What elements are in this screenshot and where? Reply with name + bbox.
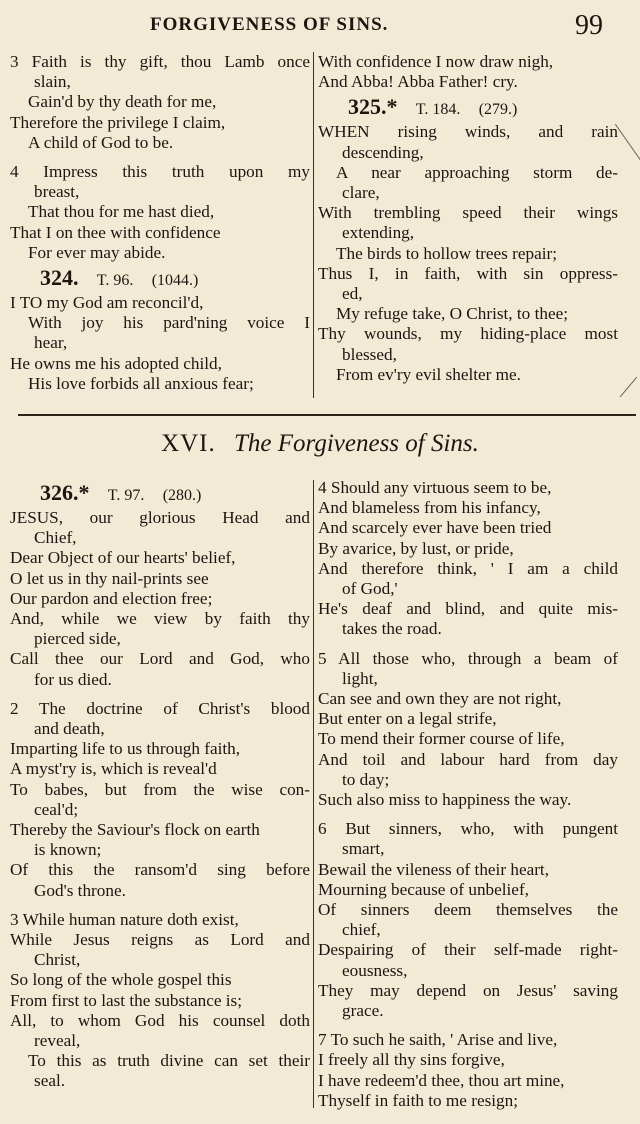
verse-line: smart, bbox=[342, 839, 385, 859]
verse-line: pierced side, bbox=[34, 629, 121, 649]
verse-line: And blameless from his infancy, bbox=[318, 498, 541, 518]
verse-line: Of sinners deem themselves the bbox=[318, 900, 618, 920]
verse-line: I freely all thy sins forgive, bbox=[318, 1050, 505, 1070]
verse-line: descending, bbox=[342, 142, 424, 162]
verse-line: Dear Object of our hearts' belief, bbox=[10, 548, 236, 568]
section-number: XVI. bbox=[161, 430, 216, 457]
hymn-323-continuation bbox=[10, 52, 310, 263]
verse-line: takes the road. bbox=[342, 619, 442, 639]
verse-line: Bewail the vileness of their heart, bbox=[318, 859, 549, 879]
verse-line: With trembling speed their wings bbox=[318, 203, 618, 223]
verse-line: 5 All those who, through a beam of bbox=[318, 648, 618, 668]
verse-line: From ev'ry evil shelter me. bbox=[336, 364, 521, 384]
upper-column-divider bbox=[313, 52, 314, 398]
verse-line: They may depend on Jesus' saving bbox=[318, 980, 618, 1000]
verse-line: 6 But sinners, who, with pungent bbox=[318, 819, 618, 839]
hymn-326-verses-4-7 bbox=[318, 478, 618, 1111]
hymn-tune: T. 96. bbox=[96, 272, 134, 290]
verse-line: blessed, bbox=[342, 344, 397, 364]
hymn-326-heading bbox=[10, 478, 310, 508]
hymn-325-text bbox=[318, 122, 618, 385]
verse-line: eousness, bbox=[342, 960, 408, 980]
hymn-324-heading bbox=[10, 263, 310, 293]
verse-line: light, bbox=[342, 668, 378, 688]
verse-line: With joy his pard'ning voice I bbox=[28, 313, 310, 333]
verse-line: From first to last the substance is; bbox=[10, 990, 243, 1010]
verse-line: Imparting life to us through faith, bbox=[10, 739, 241, 759]
verse-line: seal. bbox=[34, 1071, 66, 1091]
verse-line: To mend their former course of life, bbox=[318, 729, 565, 749]
stanza-gap bbox=[10, 153, 310, 162]
upper-right-column bbox=[318, 52, 618, 385]
verse-line: reveal, bbox=[34, 1031, 81, 1051]
verse-line: clare, bbox=[342, 183, 380, 203]
verse-line: And therefore think, ' I am a child bbox=[318, 558, 618, 578]
running-header bbox=[0, 10, 640, 44]
hymn-324-text bbox=[10, 293, 310, 394]
hymn-tune: T. 184. bbox=[415, 101, 461, 119]
lower-right-column bbox=[318, 478, 618, 1111]
verse-line: He's deaf and blind, and quite mis- bbox=[318, 599, 618, 619]
verse-line: God's throne. bbox=[34, 880, 126, 900]
verse-line: To this as truth divine can set their bbox=[28, 1051, 310, 1071]
verse-line: 2 The doctrine of Christ's blood bbox=[10, 698, 310, 718]
verse-line: slain, bbox=[34, 72, 71, 92]
hymn-number: 324. bbox=[40, 265, 79, 291]
verse-line: 4 Impress this truth upon my bbox=[10, 162, 310, 182]
hymn-325-heading bbox=[318, 92, 618, 122]
verse-line: ceal'd; bbox=[34, 799, 79, 819]
verse-line: Gain'd by thy death for me, bbox=[28, 92, 217, 112]
verse-line: For ever may abide. bbox=[28, 242, 166, 262]
verse-line: I TO my God am reconcil'd, bbox=[10, 293, 204, 313]
verse-line: Of this the ransom'd sing before bbox=[10, 860, 310, 880]
hymn-reference: (1044.) bbox=[151, 272, 199, 290]
section-title: The Forgiveness of Sins. bbox=[234, 430, 479, 457]
verse-line: ed, bbox=[342, 284, 363, 304]
page-number: 99 bbox=[575, 10, 603, 41]
verse-line: Despairing of their self-made right- bbox=[318, 940, 618, 960]
hymn-reference: (279.) bbox=[478, 101, 518, 119]
verse-line: To babes, but from the wise con- bbox=[10, 779, 310, 799]
verse-line: chief, bbox=[342, 920, 381, 940]
verse-line: And, while we view by faith thy bbox=[10, 609, 310, 629]
pencil-mark bbox=[615, 124, 640, 162]
verse-line: And Abba! Abba Father! cry. bbox=[318, 72, 518, 92]
verse-line: The birds to hollow trees repair; bbox=[336, 243, 557, 263]
verse-line: Chief, bbox=[34, 528, 77, 548]
verse-line: Call thee our Lord and God, who bbox=[10, 649, 310, 669]
upper-left-column bbox=[10, 52, 310, 394]
verse-line: That I on thee with confidence bbox=[10, 222, 221, 242]
verse-line: Mourning because of unbelief, bbox=[318, 879, 529, 899]
verse-line: A myst'ry is, which is reveal'd bbox=[10, 759, 217, 779]
verse-line: And toil and labour hard from day bbox=[318, 749, 618, 769]
verse-line: to day; bbox=[342, 769, 390, 789]
verse-line: O let us in thy nail-prints see bbox=[10, 568, 209, 588]
verse-line: His love forbids all anxious fear; bbox=[28, 373, 254, 393]
verse-line: Such also miss to happiness the way. bbox=[318, 790, 572, 810]
section-heading bbox=[0, 430, 640, 470]
hymn-324-continuation bbox=[318, 52, 618, 92]
verse-line: By avarice, by lust, or pride, bbox=[318, 538, 514, 558]
lower-left-column bbox=[10, 478, 310, 1092]
verse-line: A child of God to be. bbox=[28, 132, 174, 152]
verse-line: And scarcely ever have been tried bbox=[318, 518, 552, 538]
hymn-326-text bbox=[10, 508, 310, 1092]
verse-line: I have redeem'd thee, thou art mine, bbox=[318, 1070, 565, 1090]
verse-line: Our pardon and election free; bbox=[10, 588, 213, 608]
verse-line: Thus I, in faith, with sin oppress- bbox=[318, 263, 618, 283]
verse-line: 4 Should any virtuous seem to be, bbox=[318, 478, 552, 497]
verse-line: extending, bbox=[342, 223, 415, 243]
verse-line: breast, bbox=[34, 182, 80, 202]
verse-line: With confidence I now draw nigh, bbox=[318, 52, 554, 71]
verse-line: 3 Faith is thy gift, thou Lamb once bbox=[10, 52, 310, 71]
verse-line: WHEN rising winds, and rain bbox=[318, 122, 618, 142]
verse-line: He owns me his adopted child, bbox=[10, 353, 222, 373]
section-rule bbox=[18, 414, 636, 416]
stanza-gap bbox=[318, 810, 618, 819]
verse-line: While Jesus reigns as Lord and bbox=[10, 930, 310, 950]
verse-line: for us died. bbox=[34, 669, 112, 689]
pencil-mark bbox=[620, 377, 637, 398]
verse-line: and death, bbox=[34, 719, 105, 739]
lower-column-divider bbox=[313, 480, 314, 1108]
running-title: FORGIVENESS OF SINS. bbox=[150, 14, 389, 35]
verse-line: My refuge take, O Christ, to thee; bbox=[336, 304, 568, 324]
hymn-number: 326.* bbox=[40, 480, 90, 505]
verse-line: So long of the whole gospel this bbox=[10, 970, 232, 990]
verse-line: Christ, bbox=[34, 950, 81, 970]
verse-line: But enter on a legal strife, bbox=[318, 709, 497, 729]
verse-line: All, to whom God his counsel doth bbox=[10, 1010, 310, 1030]
stanza-gap bbox=[318, 640, 618, 649]
stanza-gap bbox=[318, 1021, 618, 1030]
verse-line: Thereby the Saviour's flock on earth bbox=[10, 820, 260, 840]
stanza-gap bbox=[10, 690, 310, 699]
hymn-reference: (280.) bbox=[162, 487, 202, 504]
verse-line: Thyself in faith to me resign; bbox=[318, 1090, 518, 1110]
verse-line: 3 While human nature doth exist, bbox=[10, 909, 239, 929]
hymn-number: 325.* bbox=[348, 94, 398, 120]
verse-line: 7 To such he saith, ' Arise and live, bbox=[318, 1030, 558, 1050]
verse-line: That thou for me hast died, bbox=[28, 202, 215, 222]
verse-line: grace. bbox=[342, 1001, 384, 1021]
verse-line: JESUS, our glorious Head and bbox=[10, 508, 310, 527]
verse-line: Thy wounds, my hiding-place most bbox=[318, 324, 618, 344]
verse-line: hear, bbox=[34, 333, 68, 353]
verse-line: of God,' bbox=[342, 579, 398, 599]
verse-line: Can see and own they are not right, bbox=[318, 689, 562, 709]
stanza-gap bbox=[10, 901, 310, 910]
hymn-tune: T. 97. bbox=[107, 487, 145, 504]
verse-line: Therefore the privilege I claim, bbox=[10, 112, 226, 132]
verse-line: A near approaching storm de- bbox=[336, 162, 618, 182]
verse-line: is known; bbox=[34, 840, 102, 860]
